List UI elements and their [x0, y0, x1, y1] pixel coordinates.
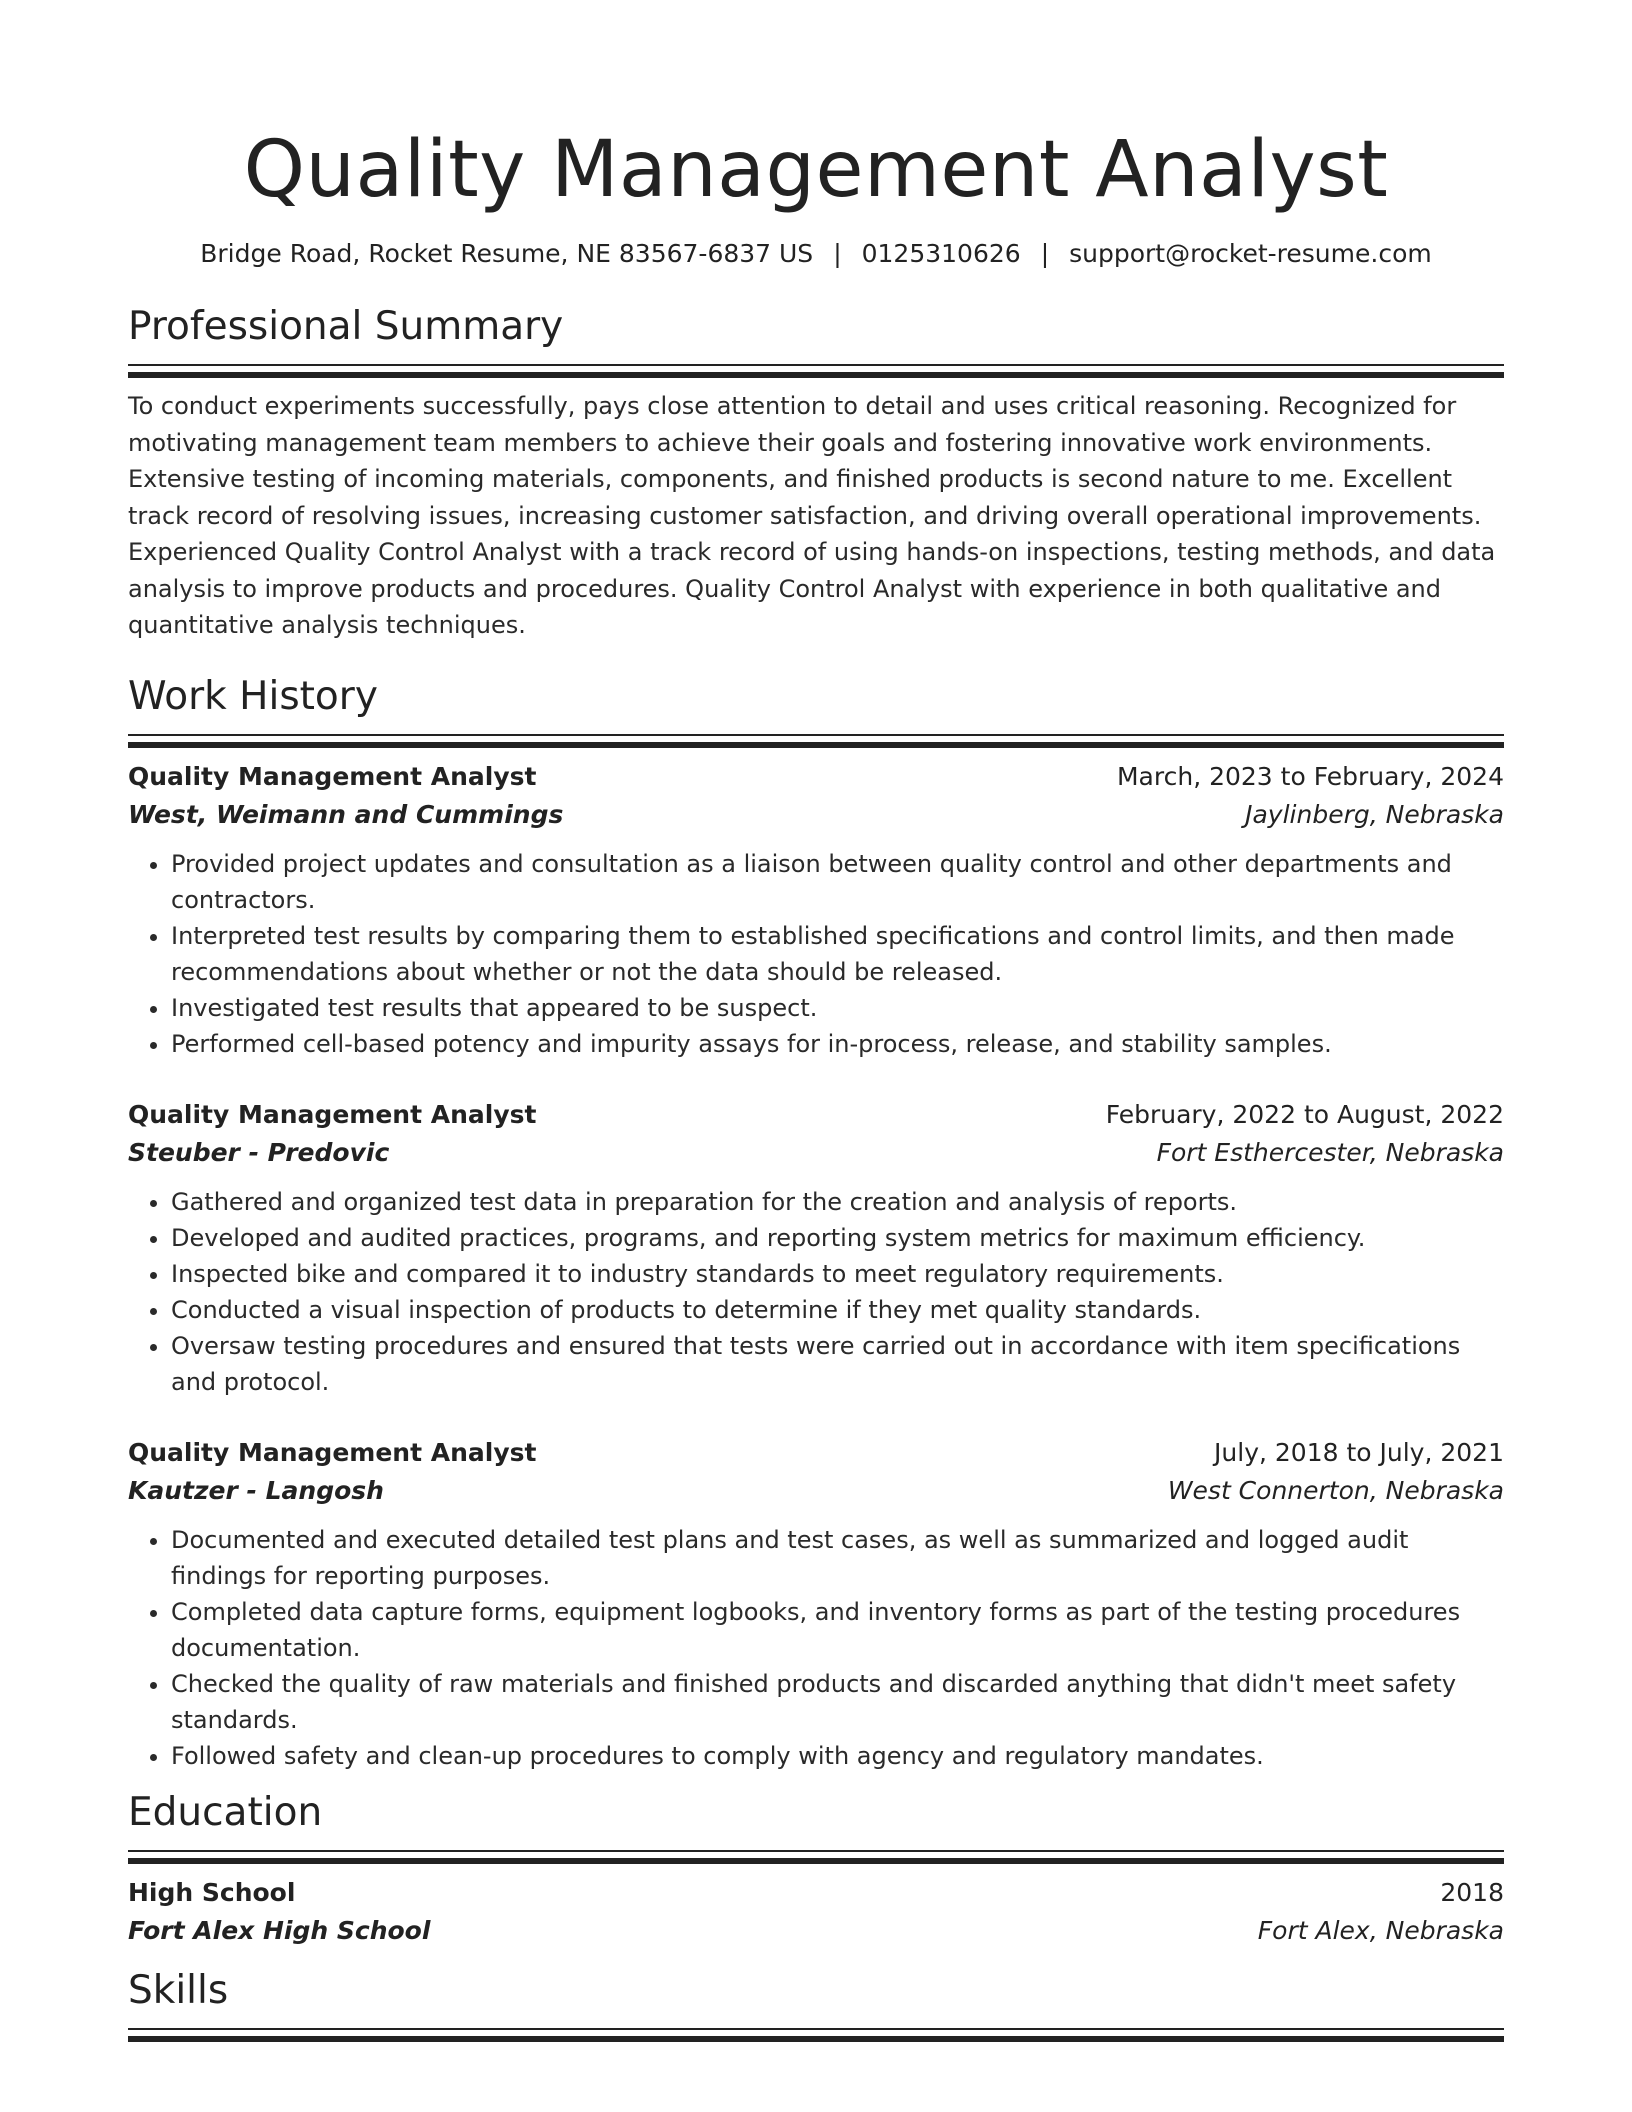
- section-divider: [128, 1838, 1504, 1868]
- job-bullet: • Gathered and organized test data in preparation for the creation and analysis of reports.: [171, 1184, 1504, 1220]
- job-bullet: • Completed data capture forms, equipment logbooks, and inventory forms as part of the testing procedures documentation.: [171, 1594, 1504, 1666]
- contact-line: [128, 236, 1504, 272]
- job-bullet: • Performed cell-based potency and impurity assays for in-process, release, and stability samples.: [171, 1026, 1504, 1062]
- job-company: West, Weimann and Cummings: [128, 799, 564, 829]
- job-bullet: • Investigated test results that appeared to be suspect.: [171, 990, 1504, 1026]
- job-dates: March, 2023 to February, 2024: [1116, 761, 1504, 791]
- education-entry: [128, 1874, 1504, 1950]
- skills-heading: Skills: [128, 1967, 229, 2013]
- work-history-heading: Work History: [128, 673, 378, 719]
- contact-phone: 0125310626: [861, 239, 1021, 268]
- contact-separator: |: [833, 239, 842, 268]
- job-bullet: • Documented and executed detailed test plans and test cases, as well as summarized and logged audit findings for reporting purposes.: [171, 1522, 1504, 1594]
- job-title: Quality Management Analyst: [128, 761, 537, 791]
- job-location: Jaylinberg, Nebraska: [1245, 799, 1504, 829]
- job-location: West Connerton, Nebraska: [1167, 1475, 1504, 1505]
- education-section: [128, 1788, 1504, 1950]
- work-history-section: [128, 672, 1504, 1774]
- job-dates: July, 2018 to July, 2021: [1214, 1437, 1504, 1467]
- section-divider: [128, 352, 1504, 382]
- education-year: 2018: [1440, 1877, 1504, 1907]
- summary-text: To conduct experiments successfully, pays close attention to detail and uses critical reasoning. Recognized for motivating management team members to achieve their goals and fostering innovative work environments. Extensive testing of incoming materials, components, and finished products is second nature to me. Excellent track record of resolving issues, increasing customer satisfaction, and driving overall operational improvements. Experienced Quality Control Analyst with a track record of using hands-on inspections, testing methods, and data analysis to improve products and procedures. Quality Control Analyst with experience in both qualitative and quantitative analysis techniques.: [128, 392, 1496, 639]
- job-bullet: • Provided project updates and consultation as a liaison between quality control and other departments and contractors.: [171, 846, 1504, 918]
- job-title: Quality Management Analyst: [128, 1099, 537, 1129]
- education-degree: High School: [128, 1877, 296, 1907]
- contact-separator: |: [1040, 239, 1050, 268]
- contact-address: Bridge Road, Rocket Resume, NE 83567-6837 US: [200, 239, 814, 268]
- job-bullets: [128, 1184, 1504, 1400]
- job-company: Kautzer - Langosh: [128, 1475, 384, 1505]
- job-bullet: • Followed safety and clean-up procedures to comply with agency and regulatory mandates.: [171, 1738, 1504, 1774]
- job-entry: [128, 758, 1504, 1062]
- resume-name: Quality Management Analyst: [243, 125, 1389, 215]
- job-bullets: [128, 846, 1504, 1062]
- summary-heading: Professional Summary: [128, 304, 564, 349]
- summary-section: [128, 302, 1504, 644]
- job-bullet: • Checked the quality of raw materials and finished products and discarded anything that didn't meet safety standards.: [171, 1666, 1504, 1738]
- section-divider: [128, 722, 1504, 752]
- job-bullets: [128, 1522, 1504, 1774]
- job-entry: [128, 1096, 1504, 1400]
- job-bullet: • Conducted a visual inspection of products to determine if they met quality standards.: [171, 1292, 1504, 1328]
- job-location: Fort Esthercester, Nebraska: [1156, 1137, 1504, 1167]
- job-bullet: • Oversaw testing procedures and ensured that tests were carried out in accordance with item specifications and protocol.: [171, 1328, 1504, 1400]
- job-company: Steuber - Predovic: [128, 1137, 390, 1167]
- job-bullet: • Inspected bike and compared it to industry standards to meet regulatory requirements.: [171, 1256, 1504, 1292]
- section-divider: [128, 2016, 1504, 2046]
- job-bullet: • Developed and audited practices, programs, and reporting system metrics for maximum efficiency.: [171, 1220, 1504, 1256]
- skills-section: [128, 1966, 1504, 2046]
- education-school: Fort Alex High School: [128, 1915, 431, 1945]
- education-heading: Education: [128, 1789, 323, 1835]
- contact-email: support@rocket-resume.com: [1069, 239, 1432, 268]
- job-entry: [128, 1434, 1504, 1774]
- education-location: Fort Alex, Nebraska: [1257, 1915, 1504, 1945]
- job-title: Quality Management Analyst: [128, 1437, 537, 1467]
- job-bullet: • Interpreted test results by comparing them to established specifications and control limits, and then made recommendations about whether or not the data should be released.: [171, 918, 1504, 990]
- job-dates: February, 2022 to August, 2022: [1105, 1099, 1504, 1129]
